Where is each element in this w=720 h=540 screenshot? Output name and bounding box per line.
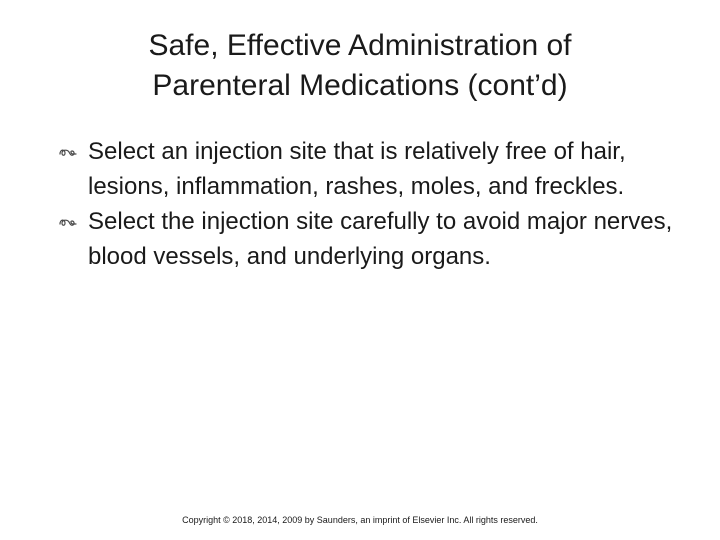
bullet-text: Select the injection site carefully to avoid major nerves, blood vessels, and underlying organs.: [88, 208, 673, 270]
bullet-list: [58, 134, 678, 274]
swirl-bullet-icon: [58, 215, 78, 229]
bullet-item: [58, 134, 678, 204]
bullet-text: Select an injection site that is relatively free of hair, lesions, inflammation, rashes, moles, and freckles.: [88, 138, 626, 200]
slide-title-line-1: Safe, Effective Administration of: [148, 29, 572, 62]
copyright-footer: Copyright © 2018, 2014, 2009 by Saunders, an imprint of Elsevier Inc. All rights reserved.: [182, 515, 538, 525]
slide-title: [60, 26, 660, 106]
bullet-item: [58, 204, 678, 274]
swirl-bullet-icon: [58, 145, 78, 159]
slide-title-line-2: Parenteral Medications (cont’d): [152, 69, 568, 102]
